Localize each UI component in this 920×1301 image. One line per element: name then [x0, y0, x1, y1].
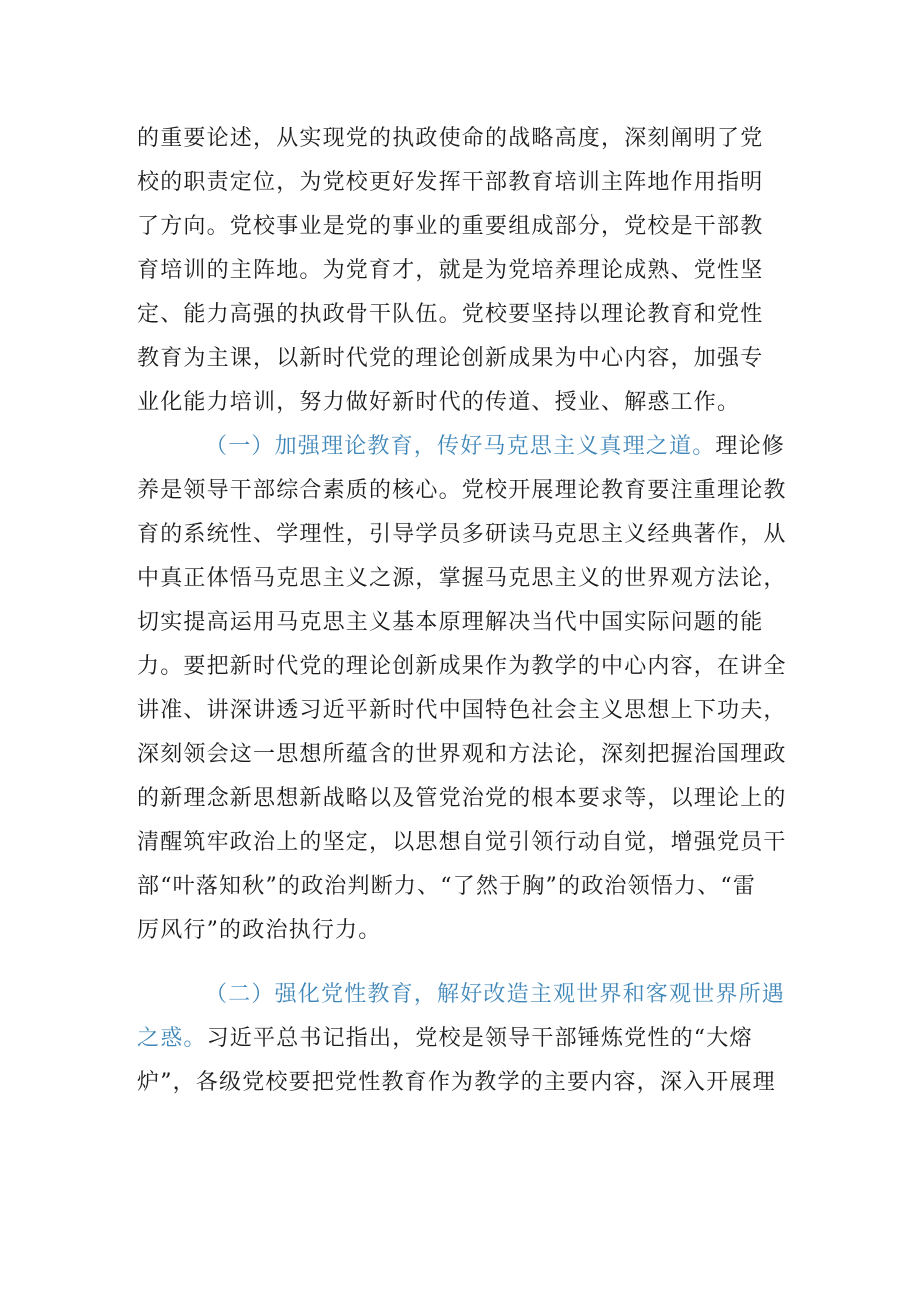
section-one-line-11: 部“叶落知秋”的政治判断力、“了然于胸”的政治领悟力、“雷 — [137, 874, 757, 899]
section-one-line-9: 的新理念新思想新战略以及管党治党的根本要求等，以理论上的 — [137, 786, 787, 811]
intro-line-3: 了方向。党校事业是党的事业的重要组成部分，党校是干部教 — [137, 214, 764, 239]
intro-line-5: 定、能力高强的执政骨干队伍。党校要坚持以理论教育和党性 — [137, 302, 764, 327]
intro-line-7: 业化能力培训，努力做好新时代的传道、授业、解惑工作。 — [137, 390, 741, 415]
section-two-line-2-rest: 习近平总书记指出，党校是领导干部锤炼党性的“大熔 — [206, 1026, 753, 1051]
intro-line-2: 校的职责定位，为党校更好发挥干部教育培训主阵地作用指明 — [137, 170, 764, 195]
intro-line-6: 教育为主课，以新时代党的理论创新成果为中心内容，加强专 — [137, 346, 764, 371]
section-one-line-10: 清醒筑牢政治上的坚定，以思想自觉引领行动自觉，增强党员干 — [137, 830, 787, 855]
section-two-line-3: 炉”，各级党校要把党性教育作为教学的主要内容，深入开展理 — [137, 1070, 776, 1095]
document-body — [137, 117, 797, 1105]
section-one-line-8: 深刻领会这一思想所蕴含的世界观和方法论，深刻把握治国理政 — [137, 742, 787, 767]
section-one-line-5: 切实提高运用马克思主义基本原理解决当代中国实际问题的能 — [137, 610, 764, 635]
paragraph-gap — [137, 953, 797, 973]
section-one-first-line — [137, 425, 797, 469]
intro-line-4: 育培训的主阵地。为党育才，就是为党培养理论成熟、党性坚 — [137, 258, 764, 283]
section-one-line-2: 养是领导干部综合素质的核心。党校开展理论教育要注重理论教 — [137, 478, 787, 503]
section-two-heading-line-1: （二）强化党性教育，解好改造主观世界和客观世界所遇 — [205, 982, 786, 1007]
section-one-line-4: 中真正体悟马克思主义之源，掌握马克思主义的世界观方法论， — [137, 566, 787, 591]
section-one-line-12: 厉风行”的政治执行力。 — [137, 918, 382, 943]
section-one-line-6: 力。要把新时代党的理论创新成果作为教学的中心内容，在讲全 — [137, 654, 787, 679]
section-two-heading-line-2: 之惑。 — [137, 1026, 207, 1051]
section-two-line-2 — [137, 1017, 797, 1061]
section-one-heading: （一）加强理论教育，传好马克思主义真理之道。 — [205, 434, 716, 459]
section-one-line-3: 育的系统性、学理性，引导学员多研读马克思主义经典著作，从 — [137, 522, 787, 547]
intro-line-1: 的重要论述，从实现党的执政使命的战略高度，深刻阐明了党 — [137, 126, 764, 151]
section-one-first-line-rest: 理论修 — [715, 434, 786, 459]
section-one-line-7: 讲准、讲深讲透习近平新时代中国特色社会主义思想上下功夫， — [137, 698, 787, 723]
